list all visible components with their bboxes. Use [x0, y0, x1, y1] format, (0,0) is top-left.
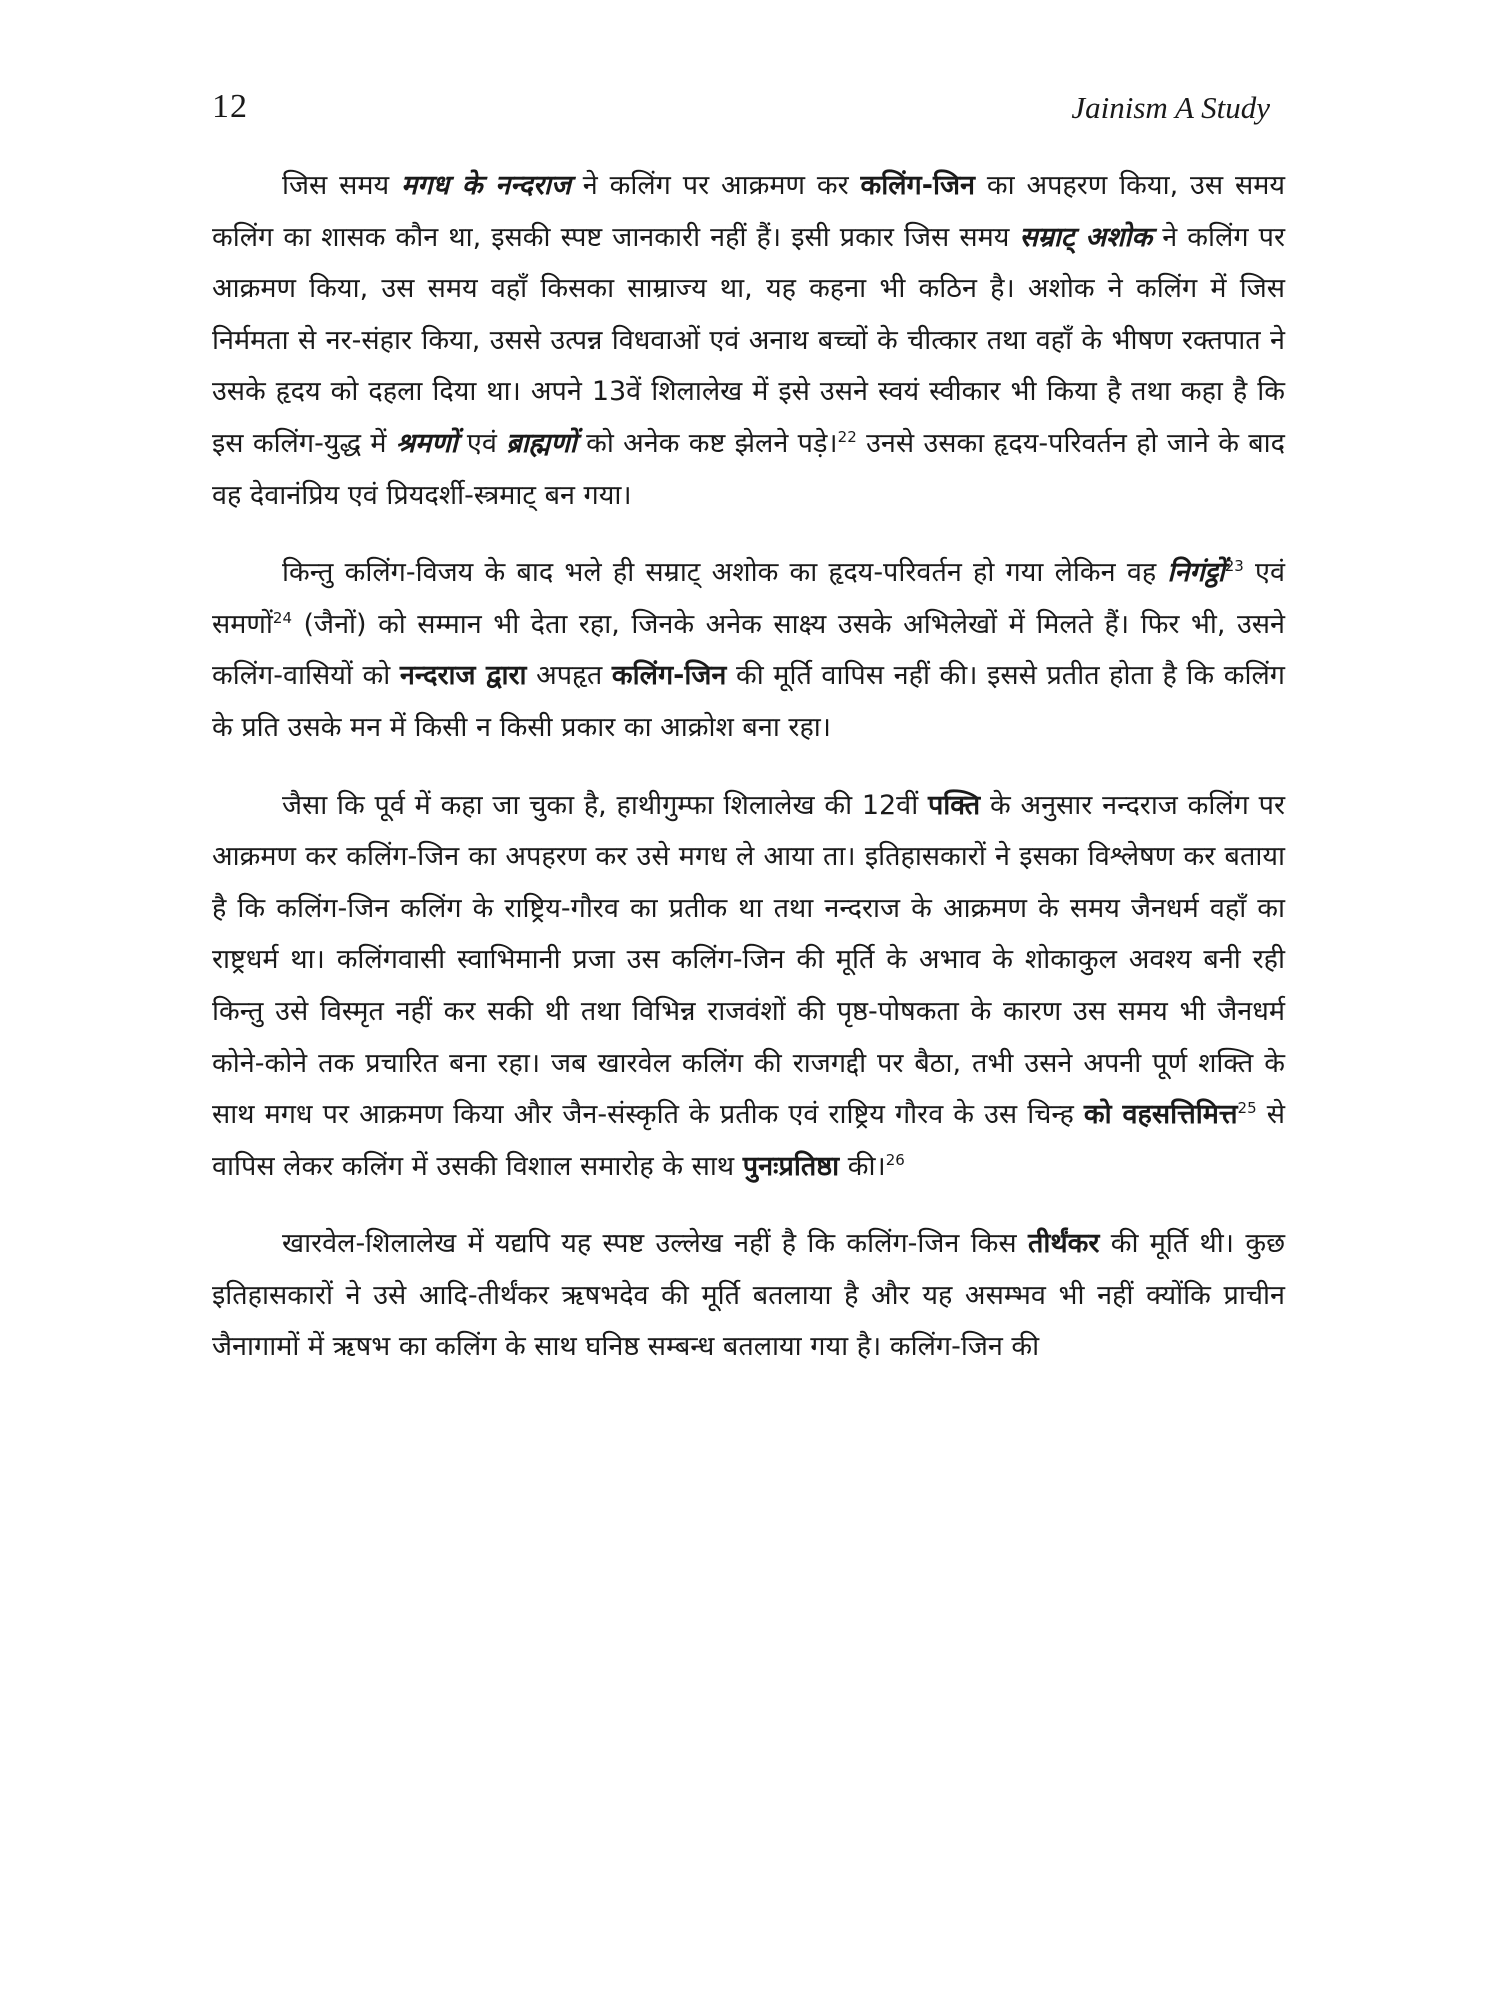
text-run: एवं समणों	[212, 557, 1286, 640]
emphasis-text: सम्राट् अशोक	[1019, 221, 1153, 253]
text-run: किन्तु कलिंग-विजय के बाद भले ही सम्राट् अशोक का हृदय-परिवर्तन हो गया लेकिन वह	[282, 557, 1168, 589]
page-number: 12	[212, 88, 248, 125]
body-text	[212, 160, 1285, 1399]
text-run: का अपहरण किया, उस समय कलिंग का शासक कौन था, इसकी स्पष्ट जानकारी नहीं हैं। इसी प्रकार जिस समय	[212, 170, 1286, 253]
bold-text: पक्ति	[927, 789, 981, 821]
bold-text: को वहसत्तिमित्त	[1083, 1099, 1238, 1131]
bold-text: नन्दराज द्वारा	[399, 660, 527, 692]
emphasis-text: ब्राह्मणों	[506, 427, 577, 459]
text-run: से वापिस लेकर कलिंग में उसकी विशाल समारोह के साथ	[212, 1099, 1285, 1182]
text-run: खारवेल-शिलालेख में यद्यपि यह स्पष्ट उल्लेख नहीं है कि कलिंग-जिन किस	[282, 1228, 1028, 1260]
text-run: जिस समय	[282, 170, 402, 201]
text-run: के अनुसार नन्दराज कलिंग पर आक्रमण कर कलिंग-जिन का अपहरण कर उसे मगध ले आया ता। इतिहासकारों ने इसका विश्लेषण कर बताया है कि कलिंग-जिन कलिंग के राष्ट्रिय-गौरव का प्रतीक था तथा नन्दराज के आक्रमण के समय जैनधर्म वहाँ का राष्ट्रधर्म था। कलिंगवासी स्वाभिमानी प्रजा उस कलिंग-जिन की मूर्ति के अभाव के शोकाकुल अवश्य बनी रही किन्तु उसे विस्मृत नहीं कर सकी थी तथा विभिन्न राजवंशों की पृष्ठ-पोषकता के कारण उस समय भी जैनधर्म कोने-कोने तक प्रचारित बना रहा। जब खारवेल कलिंग की राजगद्दी पर बैठा, तभी उसने अपनी पूर्ण शक्ति के साथ मगध पर आक्रमण किया और जैन-संस्कृति के प्रतीक एवं राष्ट्रिय गौरव के उस चिन्ह	[212, 789, 1285, 1131]
bold-text: पुनःप्रतिष्ठा	[742, 1150, 840, 1182]
bold-text: कलिंग-जिन	[611, 660, 727, 692]
text-run: एवं	[457, 427, 507, 459]
text-run: की मूर्ति थी। कुछ इतिहासकारों ने उसे आदि-तीर्थंकर ऋषभदेव की मूर्ति बतलाया है और यह असम्भव भी नहीं क्योंकि प्राचीन जैनागामों में ऋषभ का कलिंग के साथ घनिष्ठ सम्बन्ध बतलाया गया है। कलिंग-जिन की	[212, 1228, 1285, 1363]
page-header	[212, 60, 1270, 160]
text-run: (जैनों) को सम्मान भी देता रहा, जिनके अनेक साक्ष्य उसके अभिलेखों में मिलते हैं। फिर भी, उसने कलिंग-वासियों को	[212, 608, 1285, 692]
text-run: उनसे उसका हृदय-परिवर्तन हो जाने के बाद वह देवानंप्रिय एवं प्रियदर्शी-स्त्रमाट् बन गया।	[212, 427, 1285, 511]
text-run: जैसा कि पूर्व में कहा जा चुका है, हाथीगुम्फा शिलालेख की 12वीं	[282, 789, 928, 821]
text-run: की।	[839, 1150, 886, 1182]
paragraph-1	[212, 160, 1285, 521]
footnote-ref: 26	[885, 1150, 905, 1169]
running-title: Jainism A Study	[1071, 90, 1270, 125]
text-run: को अनेक कष्ट झेलने पड़े।	[576, 427, 838, 459]
emphasis-text: श्रमणों	[395, 427, 458, 459]
bold-text: कलिंग-जिन	[860, 170, 975, 201]
text-run: ने कलिंग पर आक्रमण कर	[570, 170, 861, 201]
footnote-ref: 25	[1237, 1099, 1257, 1118]
footnote-ref: 23	[1224, 557, 1244, 576]
bold-text: तीर्थंकर	[1027, 1228, 1100, 1260]
paragraph-3	[212, 780, 1285, 1193]
paragraph-2	[212, 547, 1285, 753]
footnote-ref: 24	[272, 608, 293, 627]
paragraph-4	[212, 1218, 1285, 1373]
text-run: अपहृत	[526, 660, 612, 692]
text-run: की मूर्ति वापिस नहीं की। इससे प्रतीत होता है कि कलिंग के प्रति उसके मन में किसी न किसी प्रकार का आक्रोश बना रहा।	[212, 660, 1285, 743]
emphasis-text: मगध के नन्दराज	[401, 170, 571, 201]
footnote-ref: 22	[837, 427, 857, 446]
emphasis-text: निगंट्ठों	[1167, 557, 1225, 589]
text-run: ने कलिंग पर आक्रमण किया, उस समय वहाँ किसका साम्राज्य था, यह कहना भी कठिन है। अशोक ने कलिंग में जिस निर्ममता से नर-संहार किया, उससे उत्पन्न विधवाओं एवं अनाथ बच्चों के चीत्कार तथा वहाँ के भीषण रक्तपात ने उसके हृदय को दहला दिया था। अपने 13वें शिलालेख में इसे उसने स्वयं स्वीकार भी किया है तथा कहा है कि इस कलिंग-युद्ध में	[212, 221, 1285, 459]
